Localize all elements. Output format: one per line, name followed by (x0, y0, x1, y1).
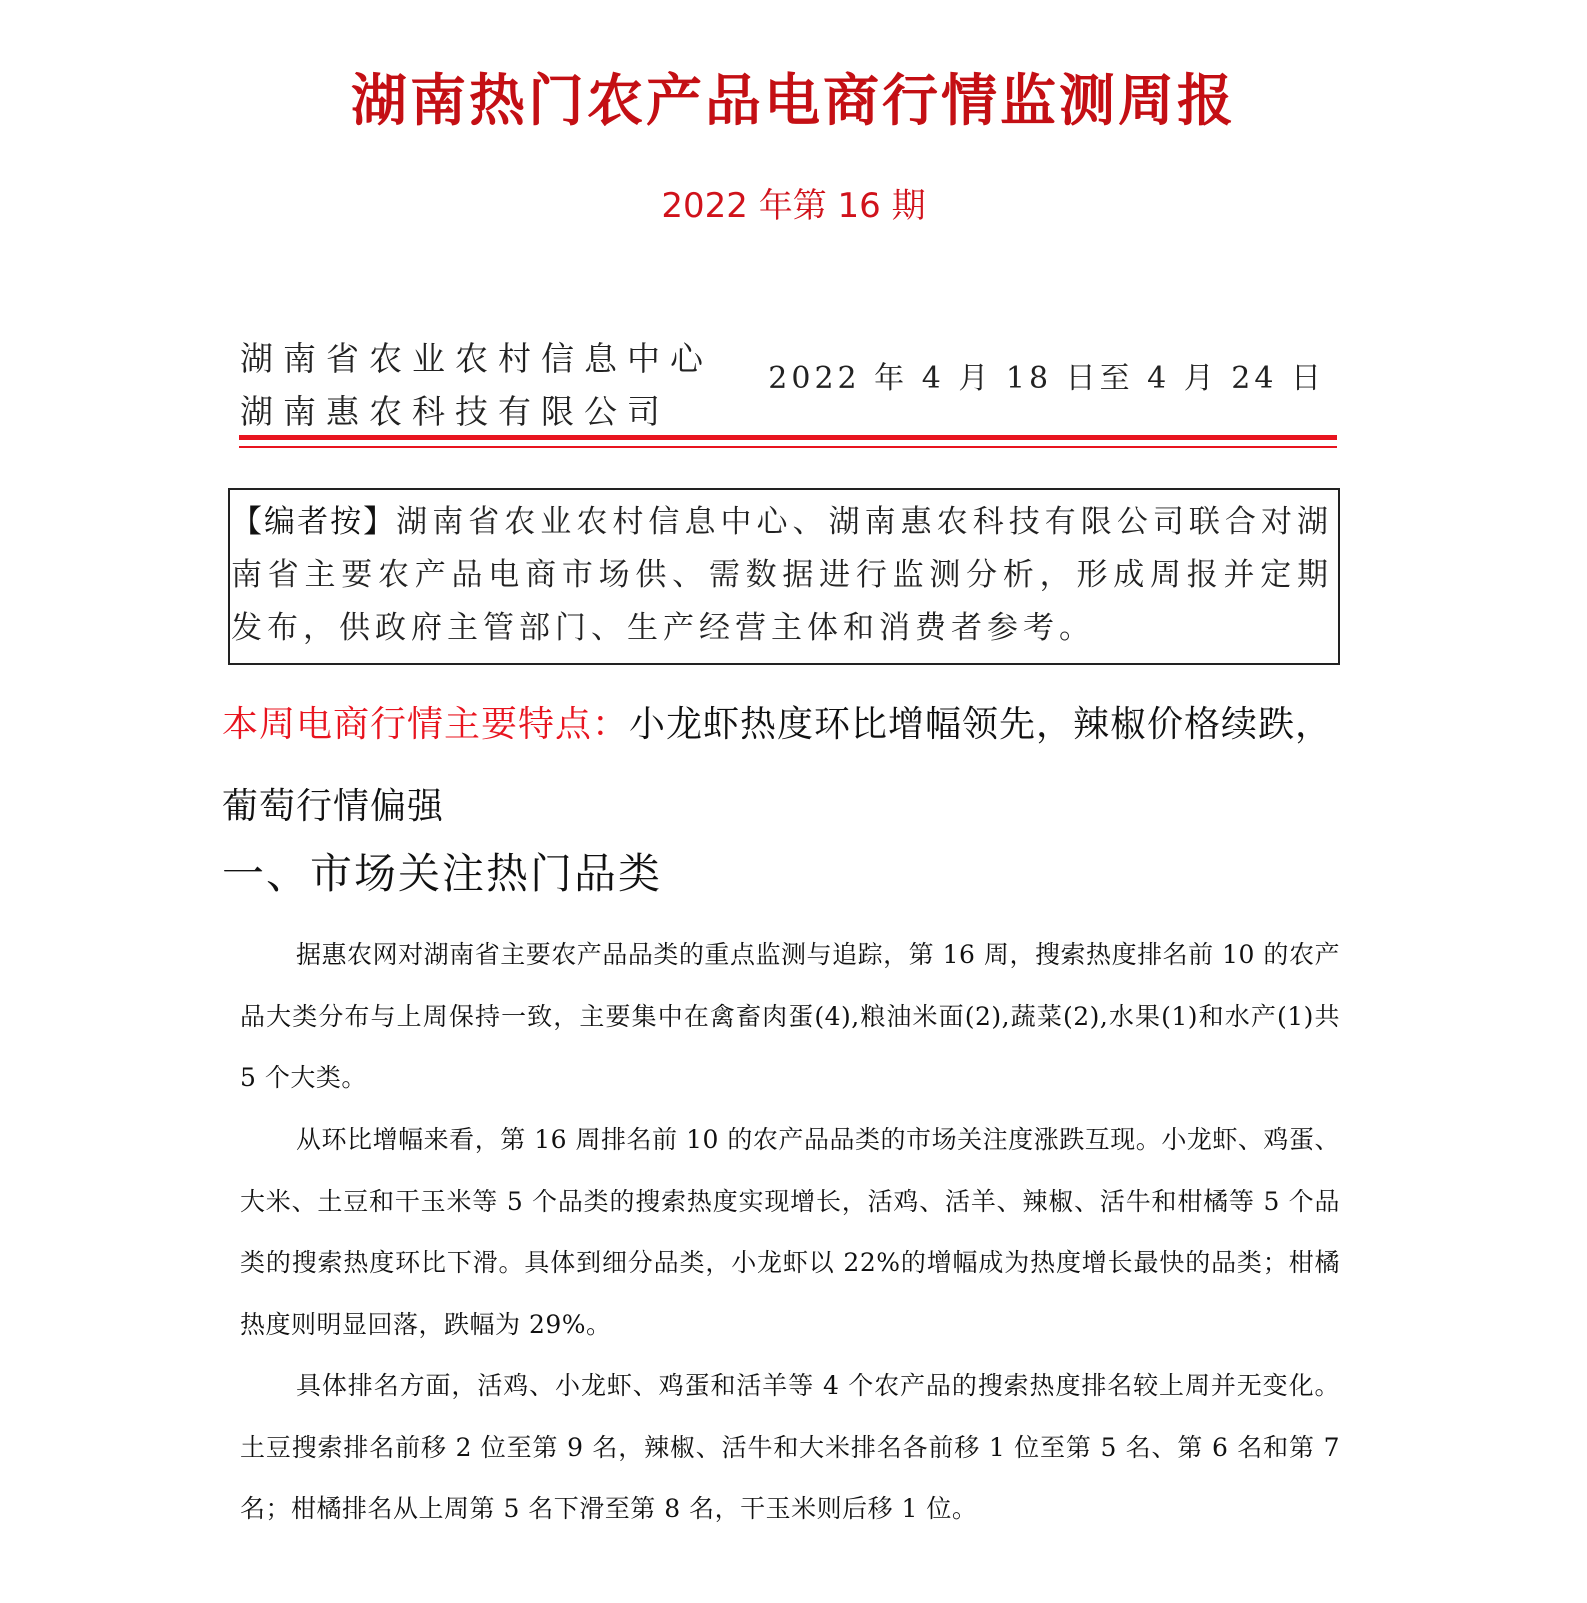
issue-number: 2022 年第 16 期 (661, 186, 926, 226)
highlights-label: 本周电商行情主要特点： (222, 704, 630, 745)
publisher-line-1: 湖南省农业农村信息中心 (240, 339, 713, 378)
header-divider-thin (239, 446, 1337, 448)
editor-note (231, 496, 1333, 655)
weekly-highlights (222, 684, 1362, 848)
body-paragraph-2: 从环比增幅来看，第 16 周排名前 10 的农产品品类的市场关注度涨跌互现。小龙虾、鸡蛋、大米、土豆和干玉米等 5 个品类的搜索热度实现增长，活鸡、活羊、辣椒、活牛和柑橘等 5 个品类的搜索热度环比下滑。具体到细分品类，小龙虾以 22%的增幅成为热度增长最快的品类；柑橘热度则明显回落，跌幅为 29%。 (240, 1125, 1340, 1339)
report-period: 2022 年 4 月 18 日至 4 月 24 日 (768, 361, 1325, 396)
highlights-text: 小龙虾热度环比增幅领先，辣椒价格续跌，葡萄行情偏强 (222, 704, 1333, 827)
section-heading: 一、市场关注热门品类 (222, 849, 663, 898)
publisher-line-2: 湖南惠农科技有限公司 (240, 392, 670, 431)
editor-note-text: 湖南省农业农村信息中心、湖南惠农科技有限公司联合对湖南省主要农产品电商市场供、需数据进行监测分析，形成周报并定期发布，供政府主管部门、生产经营主体和消费者参考。 (231, 504, 1334, 646)
header-divider-thick (239, 435, 1337, 440)
report-title: 湖南热门农产品电商行情监测周报 (351, 69, 1236, 134)
editor-note-label: 【编者按】 (231, 504, 397, 540)
body-paragraph-3: 具体排名方面，活鸡、小龙虾、鸡蛋和活羊等 4 个农产品的搜索热度排名较上周并无变化。土豆搜索排名前移 2 位至第 9 名，辣椒、活牛和大米排名各前移 1 位至第 5 名、第 6 名和第 7 名；柑橘排名从上周第 5 名下滑至第 8 名，干玉米则后移 1 位。 (240, 1371, 1340, 1523)
body-paragraph-1: 据惠农网对湖南省主要农产品品类的重点监测与追踪，第 16 周，搜索热度排名前 10 的农产品大类分布与上周保持一致，主要集中在禽畜肉蛋(4),粮油米面(2),蔬菜(2),水果(1)和水产(1)共 5 个大类。 (240, 940, 1340, 1092)
